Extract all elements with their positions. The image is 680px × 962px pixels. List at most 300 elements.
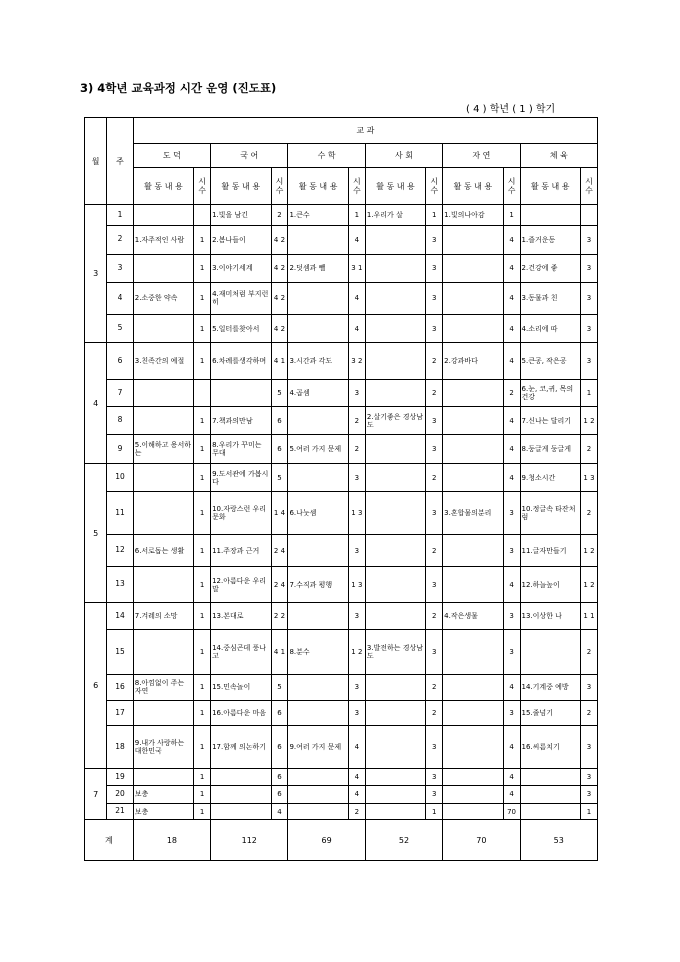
pe-hours-cell: 2 bbox=[580, 435, 597, 464]
week-cell: 12 bbox=[107, 534, 133, 566]
week-cell: 17 bbox=[107, 700, 133, 726]
page-title: 3) 4학년 교육과정 시간 운영 (진도표) bbox=[80, 81, 277, 95]
moral-activity-cell: 3.친족간의 예절 bbox=[133, 343, 193, 380]
moral-activity-cell bbox=[133, 700, 193, 726]
moral-hours-cell: 1 bbox=[194, 407, 211, 435]
schedule-body bbox=[85, 118, 598, 861]
science-activity-cell bbox=[443, 225, 503, 254]
social-hours-cell: 3 bbox=[426, 254, 443, 282]
week-cell: 8 bbox=[107, 407, 133, 435]
social-activity-cell bbox=[365, 674, 425, 700]
hours-header: 시 수 bbox=[503, 168, 520, 205]
social-hours-cell: 3 bbox=[426, 225, 443, 254]
korean-activity-cell: 14.중심곤데 풍나고 bbox=[211, 630, 271, 675]
science-total-cell: 70 bbox=[443, 820, 520, 861]
moral-activity-cell bbox=[133, 315, 193, 343]
science-hours-cell: 4 bbox=[503, 464, 520, 492]
social-hours-cell: 2 bbox=[426, 534, 443, 566]
moral-activity-cell: 2.소중한 약속 bbox=[133, 282, 193, 314]
moral-activity-cell bbox=[133, 464, 193, 492]
korean-hours-cell: 4 1 bbox=[271, 630, 288, 675]
pe-hours-cell: 1 3 bbox=[580, 464, 597, 492]
moral-total-cell: 18 bbox=[133, 820, 210, 861]
science-activity-cell bbox=[443, 407, 503, 435]
social-hours-cell: 2 bbox=[426, 464, 443, 492]
science-activity-cell bbox=[443, 534, 503, 566]
moral-hours-cell: 1 bbox=[194, 282, 211, 314]
science-activity-cell bbox=[443, 567, 503, 603]
science-activity-cell bbox=[443, 726, 503, 769]
pe-activity-cell: 13.이상한 나 bbox=[520, 603, 580, 630]
week-cell: 18 bbox=[107, 726, 133, 769]
pe-activity-cell: 9.청소시간 bbox=[520, 464, 580, 492]
social-activity-cell bbox=[365, 225, 425, 254]
science-activity-cell bbox=[443, 674, 503, 700]
math-hours-cell: 3 bbox=[348, 534, 365, 566]
korean-activity-cell: 6.차례를생각하며 bbox=[211, 343, 271, 380]
moral-activity-cell bbox=[133, 567, 193, 603]
week-cell: 7 bbox=[107, 380, 133, 407]
math-hours-cell: 4 bbox=[348, 315, 365, 343]
math-hours-cell: 1 2 bbox=[348, 630, 365, 675]
pe-hours-cell: 3 bbox=[580, 726, 597, 769]
korean-activity-cell: 8.우리가 꾸미는 무대 bbox=[211, 435, 271, 464]
moral-activity-cell: 보충 bbox=[133, 785, 193, 803]
math-activity-cell bbox=[288, 768, 348, 785]
social-activity-cell bbox=[365, 380, 425, 407]
pe-hours-cell bbox=[580, 205, 597, 225]
moral-hours-cell: 1 bbox=[194, 464, 211, 492]
social-activity-cell bbox=[365, 464, 425, 492]
math-activity-cell bbox=[288, 225, 348, 254]
pe-hours-cell: 2 bbox=[580, 700, 597, 726]
korean-hours-cell: 4 2 bbox=[271, 254, 288, 282]
hours-header: 시 수 bbox=[426, 168, 443, 205]
math-activity-cell bbox=[288, 603, 348, 630]
moral-activity-cell: 5.이해하고 용서하는 bbox=[133, 435, 193, 464]
social-activity-cell bbox=[365, 603, 425, 630]
hours-header: 시 수 bbox=[194, 168, 211, 205]
social-activity-cell bbox=[365, 567, 425, 603]
korean-hours-cell: 6 bbox=[271, 407, 288, 435]
korean-hours-cell: 4 2 bbox=[271, 225, 288, 254]
math-activity-cell bbox=[288, 803, 348, 820]
math-activity-cell bbox=[288, 534, 348, 566]
week-row bbox=[85, 630, 598, 675]
science-activity-cell bbox=[443, 254, 503, 282]
week-cell: 4 bbox=[107, 282, 133, 314]
moral-hours-cell: 1 bbox=[194, 534, 211, 566]
header-row-1 bbox=[85, 118, 598, 144]
science-activity-cell: 4.작은생물 bbox=[443, 603, 503, 630]
social-total-cell: 52 bbox=[365, 820, 442, 861]
moral-hours-cell: 1 bbox=[194, 630, 211, 675]
week-row bbox=[85, 282, 598, 314]
week-cell: 15 bbox=[107, 630, 133, 675]
header-row-2 bbox=[85, 143, 598, 168]
week-row bbox=[85, 205, 598, 225]
moral-activity-cell: 6.서로돕는 생활 bbox=[133, 534, 193, 566]
totals-row bbox=[85, 820, 598, 861]
science-hours-cell: 2 bbox=[503, 380, 520, 407]
pe-activity-cell: 2.건강에 좋 bbox=[520, 254, 580, 282]
math-hours-cell: 2 bbox=[348, 803, 365, 820]
week-cell: 10 bbox=[107, 464, 133, 492]
math-hours-cell: 2 bbox=[348, 435, 365, 464]
math-hours-cell: 4 bbox=[348, 225, 365, 254]
korean-hours-cell: 6 bbox=[271, 435, 288, 464]
pe-hours-cell: 1 2 bbox=[580, 567, 597, 603]
grade-term-label: ( 4 ) 학년 ( 1 ) 학기 bbox=[466, 104, 556, 115]
math-activity-cell bbox=[288, 464, 348, 492]
pe-hours-cell: 1 1 bbox=[580, 603, 597, 630]
social-hours-cell: 3 bbox=[426, 315, 443, 343]
science-hours-cell: 4 bbox=[503, 435, 520, 464]
subject-header-social: 사 회 bbox=[365, 143, 442, 168]
moral-hours-cell bbox=[194, 380, 211, 407]
math-activity-cell bbox=[288, 700, 348, 726]
science-activity-cell bbox=[443, 768, 503, 785]
moral-hours-cell: 1 bbox=[194, 567, 211, 603]
week-cell: 3 bbox=[107, 254, 133, 282]
korean-activity-cell: 3.이야기세계 bbox=[211, 254, 271, 282]
pe-activity-cell: 12.하늘높이 bbox=[520, 567, 580, 603]
moral-hours-cell: 1 bbox=[194, 492, 211, 535]
week-cell: 13 bbox=[107, 567, 133, 603]
pe-activity-cell bbox=[520, 768, 580, 785]
math-activity-cell: 8.분수 bbox=[288, 630, 348, 675]
moral-activity-cell bbox=[133, 630, 193, 675]
activity-header: 활 동 내 용 bbox=[520, 168, 580, 205]
moral-hours-cell: 1 bbox=[194, 785, 211, 803]
pe-hours-cell: 3 bbox=[580, 254, 597, 282]
pe-hours-cell: 2 bbox=[580, 492, 597, 535]
pe-hours-cell: 3 bbox=[580, 282, 597, 314]
korean-hours-cell: 2 4 bbox=[271, 567, 288, 603]
science-activity-cell bbox=[443, 700, 503, 726]
week-row bbox=[85, 785, 598, 803]
moral-hours-cell: 1 bbox=[194, 726, 211, 769]
pe-hours-cell: 3 bbox=[580, 315, 597, 343]
korean-hours-cell: 2 2 bbox=[271, 603, 288, 630]
pe-activity-cell: 8.둥글게 둥글게 bbox=[520, 435, 580, 464]
math-activity-cell bbox=[288, 282, 348, 314]
science-hours-cell: 3 bbox=[503, 534, 520, 566]
korean-hours-cell: 2 bbox=[271, 205, 288, 225]
korean-activity-cell bbox=[211, 768, 271, 785]
math-activity-cell bbox=[288, 407, 348, 435]
math-hours-cell: 4 bbox=[348, 282, 365, 314]
science-activity-cell: 3.혼합물의분리 bbox=[443, 492, 503, 535]
week-cell: 11 bbox=[107, 492, 133, 535]
science-hours-cell: 4 bbox=[503, 726, 520, 769]
week-row bbox=[85, 768, 598, 785]
pe-activity-cell bbox=[520, 205, 580, 225]
moral-activity-cell: 7.겨레의 소망 bbox=[133, 603, 193, 630]
korean-activity-cell: 13.본대로 bbox=[211, 603, 271, 630]
korean-activity-cell: 2.봄나들이 bbox=[211, 225, 271, 254]
korean-activity-cell: 16.아름다운 마음 bbox=[211, 700, 271, 726]
activity-header: 활 동 내 용 bbox=[133, 168, 193, 205]
month-cell: 6 bbox=[85, 603, 107, 769]
week-cell: 9 bbox=[107, 435, 133, 464]
korean-activity-cell bbox=[211, 785, 271, 803]
social-activity-cell: 2.살기좋은 경상남도 bbox=[365, 407, 425, 435]
week-row bbox=[85, 700, 598, 726]
hours-header: 시 수 bbox=[580, 168, 597, 205]
korean-activity-cell: 15.민속놀이 bbox=[211, 674, 271, 700]
science-activity-cell bbox=[443, 435, 503, 464]
science-hours-cell: 3 bbox=[503, 700, 520, 726]
korean-activity-cell: 12.아름다운 우리말 bbox=[211, 567, 271, 603]
social-hours-cell: 2 bbox=[426, 700, 443, 726]
science-activity-cell bbox=[443, 282, 503, 314]
math-total-cell: 69 bbox=[288, 820, 365, 861]
moral-activity-cell bbox=[133, 492, 193, 535]
pe-total-cell: 53 bbox=[520, 820, 597, 861]
social-activity-cell bbox=[365, 785, 425, 803]
week-row bbox=[85, 254, 598, 282]
moral-activity-cell bbox=[133, 380, 193, 407]
korean-activity-cell bbox=[211, 803, 271, 820]
pe-activity-cell: 11.글자만들기 bbox=[520, 534, 580, 566]
science-hours-cell: 4 bbox=[503, 225, 520, 254]
subject-header-math: 수 학 bbox=[288, 143, 365, 168]
korean-activity-cell: 9.도서관에 가봅시다 bbox=[211, 464, 271, 492]
korean-hours-cell: 6 bbox=[271, 726, 288, 769]
pe-hours-cell: 3 bbox=[580, 785, 597, 803]
social-activity-cell bbox=[365, 343, 425, 380]
math-activity-cell bbox=[288, 785, 348, 803]
month-cell: 7 bbox=[85, 768, 107, 820]
science-activity-cell bbox=[443, 630, 503, 675]
pe-activity-cell bbox=[520, 803, 580, 820]
pe-hours-cell: 3 bbox=[580, 674, 597, 700]
week-row bbox=[85, 315, 598, 343]
week-row bbox=[85, 603, 598, 630]
math-activity-cell: 1.큰수 bbox=[288, 205, 348, 225]
week-header: 주 bbox=[107, 118, 133, 205]
social-activity-cell: 1.우리가 살 bbox=[365, 205, 425, 225]
pe-activity-cell: 3.동물과 친 bbox=[520, 282, 580, 314]
science-hours-cell: 4 bbox=[503, 768, 520, 785]
korean-activity-cell bbox=[211, 380, 271, 407]
korean-activity-cell: 7.책과의만남 bbox=[211, 407, 271, 435]
math-hours-cell: 3 bbox=[348, 603, 365, 630]
moral-activity-cell: 9.내가 사랑하는 대한민국 bbox=[133, 726, 193, 769]
math-activity-cell bbox=[288, 315, 348, 343]
korean-hours-cell: 5 bbox=[271, 464, 288, 492]
korean-hours-cell: 6 bbox=[271, 768, 288, 785]
month-cell: 3 bbox=[85, 205, 107, 343]
week-cell: 19 bbox=[107, 768, 133, 785]
moral-hours-cell bbox=[194, 205, 211, 225]
pe-activity-cell: 15.줄넘기 bbox=[520, 700, 580, 726]
social-hours-cell: 2 bbox=[426, 603, 443, 630]
week-cell: 1 bbox=[107, 205, 133, 225]
korean-activity-cell: 4.재미처럼 부지런히 bbox=[211, 282, 271, 314]
science-hours-cell: 4 bbox=[503, 343, 520, 380]
math-activity-cell: 2.덧셈과 뺄 bbox=[288, 254, 348, 282]
social-hours-cell: 3 bbox=[426, 567, 443, 603]
science-activity-cell bbox=[443, 464, 503, 492]
social-activity-cell bbox=[365, 254, 425, 282]
pe-hours-cell: 2 bbox=[580, 630, 597, 675]
social-hours-cell: 1 bbox=[426, 803, 443, 820]
pe-activity-cell bbox=[520, 785, 580, 803]
week-cell: 16 bbox=[107, 674, 133, 700]
moral-activity-cell bbox=[133, 254, 193, 282]
pe-activity-cell: 6.눈, 코,귀, 목의건강 bbox=[520, 380, 580, 407]
social-activity-cell bbox=[365, 726, 425, 769]
korean-hours-cell: 4 2 bbox=[271, 282, 288, 314]
moral-hours-cell: 1 bbox=[194, 603, 211, 630]
social-hours-cell: 3 bbox=[426, 282, 443, 314]
pe-activity-cell: 1.즐거운동 bbox=[520, 225, 580, 254]
pe-activity-cell: 7.신나는 달리기 bbox=[520, 407, 580, 435]
schedule-table bbox=[84, 117, 598, 861]
week-row bbox=[85, 534, 598, 566]
moral-activity-cell bbox=[133, 205, 193, 225]
social-activity-cell bbox=[365, 315, 425, 343]
moral-activity-cell: 보충 bbox=[133, 803, 193, 820]
pe-hours-cell: 1 2 bbox=[580, 407, 597, 435]
week-cell: 14 bbox=[107, 603, 133, 630]
week-row bbox=[85, 343, 598, 380]
math-activity-cell: 7.수직과 평행 bbox=[288, 567, 348, 603]
moral-activity-cell: 8.아낌없이 주는 자연 bbox=[133, 674, 193, 700]
math-hours-cell: 4 bbox=[348, 785, 365, 803]
social-activity-cell: 3.발전하는 경상남도 bbox=[365, 630, 425, 675]
math-hours-cell: 3 bbox=[348, 700, 365, 726]
math-hours-cell: 1 bbox=[348, 205, 365, 225]
science-hours-cell: 4 bbox=[503, 254, 520, 282]
month-cell: 4 bbox=[85, 343, 107, 464]
math-activity-cell: 9.여러 가지 문제 bbox=[288, 726, 348, 769]
subject-header-pe: 체 육 bbox=[520, 143, 597, 168]
science-hours-cell: 4 bbox=[503, 785, 520, 803]
week-cell: 21 bbox=[107, 803, 133, 820]
social-activity-cell bbox=[365, 700, 425, 726]
hours-header: 시 수 bbox=[348, 168, 365, 205]
social-hours-cell: 3 bbox=[426, 407, 443, 435]
math-activity-cell: 5.여러 가지 문제 bbox=[288, 435, 348, 464]
math-hours-cell: 3 bbox=[348, 674, 365, 700]
hours-header: 시 수 bbox=[271, 168, 288, 205]
science-hours-cell: 4 bbox=[503, 674, 520, 700]
korean-hours-cell: 5 bbox=[271, 380, 288, 407]
social-hours-cell: 2 bbox=[426, 674, 443, 700]
week-cell: 20 bbox=[107, 785, 133, 803]
moral-hours-cell: 1 bbox=[194, 343, 211, 380]
pe-activity-cell: 4.소리에 따 bbox=[520, 315, 580, 343]
math-hours-cell: 3 bbox=[348, 464, 365, 492]
korean-activity-cell: 1.빛을 남긴 bbox=[211, 205, 271, 225]
science-hours-cell: 3 bbox=[503, 630, 520, 675]
math-hours-cell: 3 2 bbox=[348, 343, 365, 380]
social-activity-cell bbox=[365, 282, 425, 314]
moral-hours-cell: 1 bbox=[194, 768, 211, 785]
science-hours-cell: 3 bbox=[503, 492, 520, 535]
pe-hours-cell: 3 bbox=[580, 343, 597, 380]
moral-hours-cell: 1 bbox=[194, 254, 211, 282]
month-header: 월 bbox=[85, 118, 107, 205]
moral-hours-cell: 1 bbox=[194, 435, 211, 464]
science-hours-cell: 70 bbox=[503, 803, 520, 820]
pe-hours-cell: 1 2 bbox=[580, 534, 597, 566]
social-hours-cell: 3 bbox=[426, 726, 443, 769]
subject-header-korean: 국 어 bbox=[211, 143, 288, 168]
science-activity-cell bbox=[443, 315, 503, 343]
korean-hours-cell: 4 bbox=[271, 803, 288, 820]
science-activity-cell: 1.빛의나아감 bbox=[443, 205, 503, 225]
week-cell: 2 bbox=[107, 225, 133, 254]
subjects-group-header: 교 과 bbox=[133, 118, 597, 144]
week-row bbox=[85, 492, 598, 535]
math-hours-cell: 2 bbox=[348, 407, 365, 435]
korean-activity-cell: 5.일터를찾아서 bbox=[211, 315, 271, 343]
week-row bbox=[85, 726, 598, 769]
moral-activity-cell: 1.자주적인 사람 bbox=[133, 225, 193, 254]
week-cell: 6 bbox=[107, 343, 133, 380]
social-hours-cell: 3 bbox=[426, 630, 443, 675]
korean-activity-cell: 10.자랑스런 우리문화 bbox=[211, 492, 271, 535]
moral-hours-cell: 1 bbox=[194, 225, 211, 254]
social-activity-cell bbox=[365, 803, 425, 820]
pe-activity-cell: 14.기계중 예방 bbox=[520, 674, 580, 700]
korean-hours-cell: 5 bbox=[271, 674, 288, 700]
moral-hours-cell: 1 bbox=[194, 700, 211, 726]
week-row bbox=[85, 803, 598, 820]
week-row bbox=[85, 225, 598, 254]
month-cell: 5 bbox=[85, 464, 107, 603]
social-hours-cell: 3 bbox=[426, 492, 443, 535]
science-activity-cell bbox=[443, 785, 503, 803]
week-row bbox=[85, 674, 598, 700]
activity-header: 활 동 내 용 bbox=[211, 168, 271, 205]
moral-hours-cell: 1 bbox=[194, 674, 211, 700]
korean-hours-cell: 1 4 bbox=[271, 492, 288, 535]
social-hours-cell: 3 bbox=[426, 785, 443, 803]
korean-total-cell: 112 bbox=[211, 820, 288, 861]
korean-activity-cell: 11.주장과 근거 bbox=[211, 534, 271, 566]
totals-label: 계 bbox=[85, 820, 134, 861]
social-hours-cell: 3 bbox=[426, 435, 443, 464]
moral-activity-cell bbox=[133, 768, 193, 785]
math-hours-cell: 4 bbox=[348, 726, 365, 769]
header-row-3 bbox=[85, 168, 598, 205]
week-row bbox=[85, 435, 598, 464]
pe-activity-cell: 16.씨름치기 bbox=[520, 726, 580, 769]
science-activity-cell bbox=[443, 380, 503, 407]
week-cell: 5 bbox=[107, 315, 133, 343]
korean-hours-cell: 6 bbox=[271, 785, 288, 803]
moral-hours-cell: 1 bbox=[194, 315, 211, 343]
pe-hours-cell: 1 bbox=[580, 380, 597, 407]
math-activity-cell: 3.시간과 각도 bbox=[288, 343, 348, 380]
social-hours-cell: 2 bbox=[426, 380, 443, 407]
korean-hours-cell: 6 bbox=[271, 700, 288, 726]
activity-header: 활 동 내 용 bbox=[288, 168, 348, 205]
math-activity-cell: 4.곱셈 bbox=[288, 380, 348, 407]
korean-hours-cell: 2 4 bbox=[271, 534, 288, 566]
science-hours-cell: 4 bbox=[503, 567, 520, 603]
pe-hours-cell: 3 bbox=[580, 225, 597, 254]
week-row bbox=[85, 464, 598, 492]
math-hours-cell: 1 3 bbox=[348, 567, 365, 603]
moral-activity-cell bbox=[133, 407, 193, 435]
korean-activity-cell: 17.함께 의논하기 bbox=[211, 726, 271, 769]
